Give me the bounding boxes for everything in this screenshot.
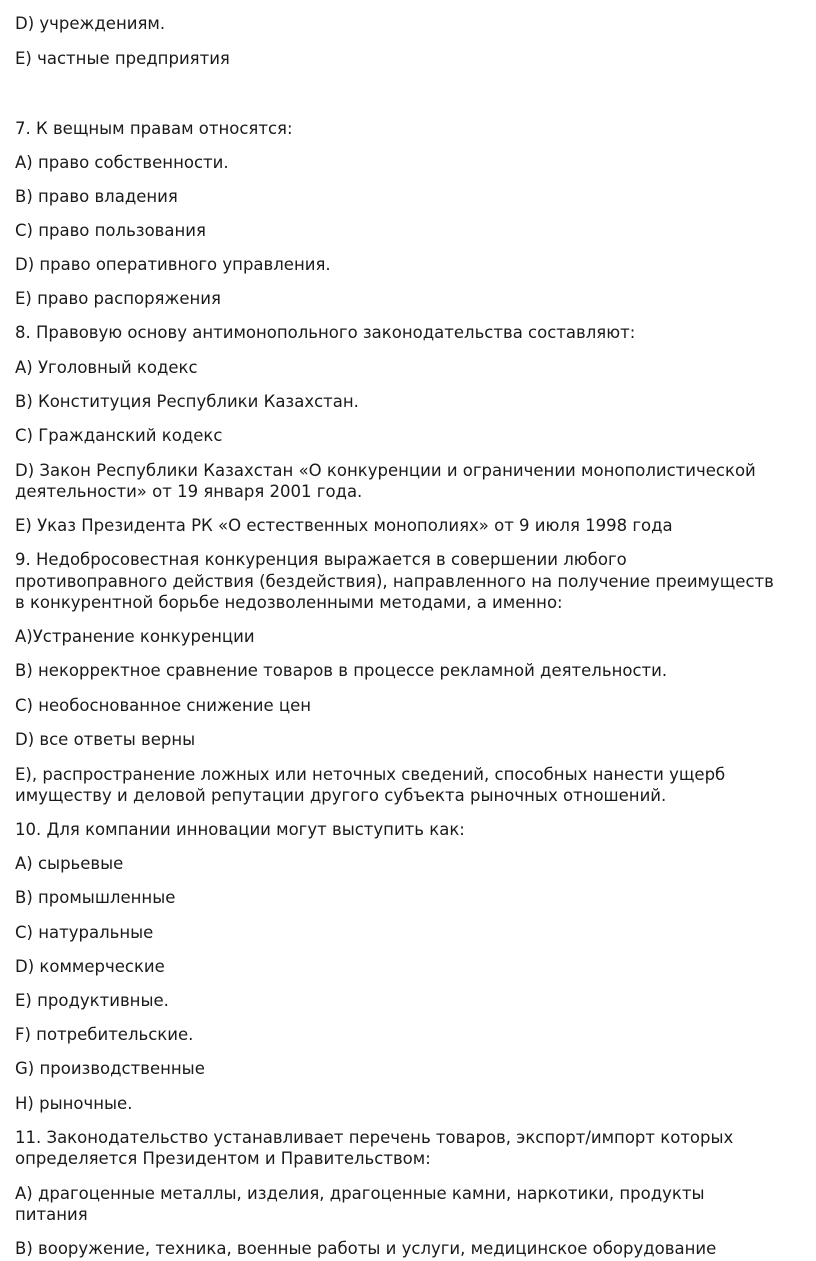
q10-option-c: C) натуральные [15,923,154,942]
question-8: 8. Правовую основу антимонопольного законодательства составляют: [15,323,636,342]
option-d: D) учреждениям. [15,14,166,33]
q10-option-e: E) продуктивные. [15,991,169,1010]
q8-option-d-line2: деятельности» от 19 января 2001 года. [15,482,363,501]
q10-option-f: F) потребительские. [15,1025,194,1044]
q11-option-a-line1: A) драгоценные металлы, изделия, драгоценные камни, наркотики, продукты [15,1184,705,1203]
question-11-line2: определяется Президентом и Правительством: [15,1149,431,1168]
q9-option-e-line2: имуществу и деловой репутации другого субъекта рыночных отношений. [15,786,667,805]
q7-option-b: B) право владения [15,187,178,206]
q8-option-b: B) Конституция Республики Казахстан. [15,392,359,411]
q9-option-a: A)Устранение конкуренции [15,627,255,646]
q10-option-a: A) сырьевые [15,854,124,873]
q10-option-g: G) производственные [15,1059,205,1078]
q8-option-a: A) Уголовный кодекс [15,358,198,377]
q7-option-e: E) право распоряжения [15,289,221,308]
q10-option-b: B) промышленные [15,888,176,907]
q9-option-e-line1: E), распространение ложных или неточных сведений, способных нанести ущерб [15,765,726,784]
q11-option-b: B) вооружение, техника, военные работы и услуги, медицинское оборудование [15,1239,717,1258]
q9-option-b: B) некорректное сравнение товаров в процессе рекламной деятельности. [15,661,668,680]
question-9-line3: в конкурентной борьбе недозволенными методами, а именно: [15,593,563,612]
question-7: 7. К вещным правам относятся: [15,119,293,138]
option-e: E) частные предприятия [15,49,230,68]
q7-option-a: A) право собственности. [15,153,229,172]
question-9-line1: 9. Недобросовестная конкуренция выражается в совершении любого [15,550,627,569]
q8-option-e: E) Указ Президента РК «О естественных монополиях» от 9 июля 1998 года [15,516,673,535]
q10-option-d: D) коммерческие [15,957,165,976]
q11-option-a-line2: питания [15,1205,88,1224]
q10-option-h: H) рыночные. [15,1094,133,1113]
q7-option-d: D) право оперативного управления. [15,255,331,274]
question-10: 10. Для компании инновации могут выступить как: [15,820,465,839]
question-9-line2: противоправного действия (бездействия), направленного на получение преимуществ [15,572,774,591]
q8-option-c: C) Гражданский кодекс [15,426,223,445]
q9-option-c: C) необоснованное снижение цен [15,696,312,715]
question-11-line1: 11. Законодательство устанавливает перечень товаров, экспорт/импорт которых [15,1128,734,1147]
q8-option-d-line1: D) Закон Республики Казахстан «О конкуренции и ограничении монополистической [15,461,756,480]
q7-option-c: C) право пользования [15,221,206,240]
q9-option-d: D) все ответы верны [15,730,196,749]
